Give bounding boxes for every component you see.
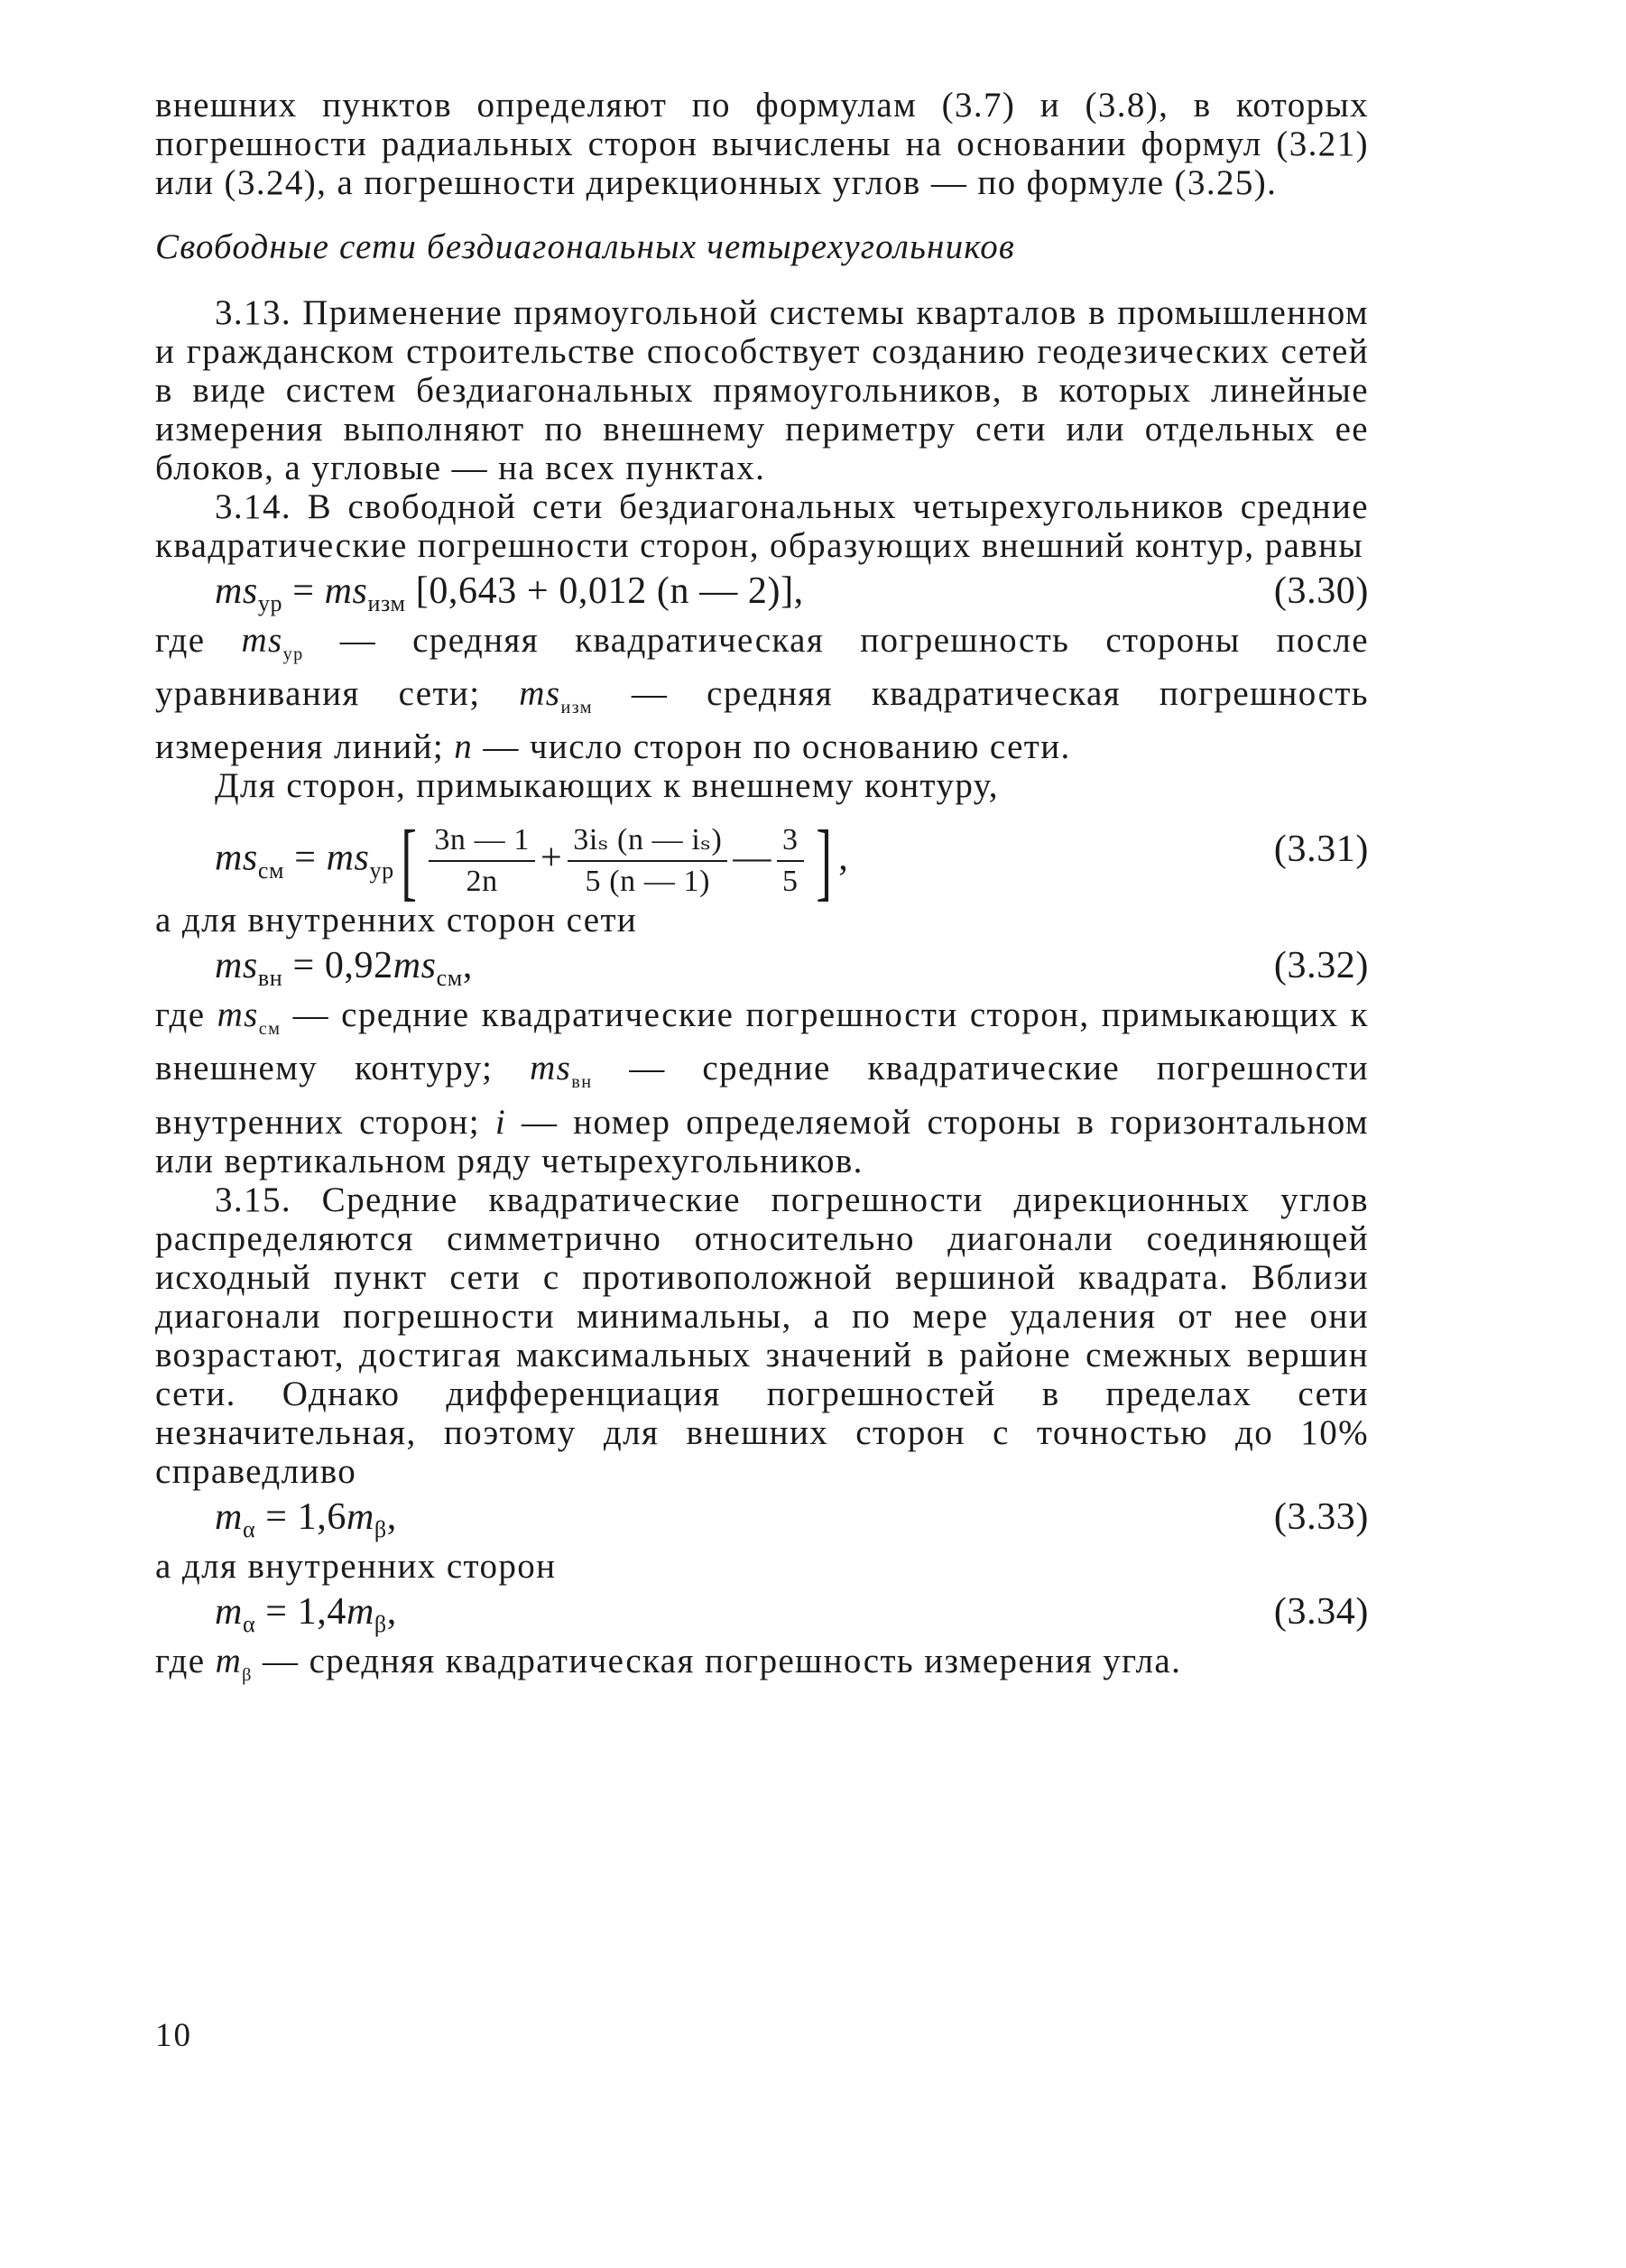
definition-3-30-part-4: — число сторон по основанию сети.: [483, 727, 1071, 767]
definition-3-32-sub-2: вн: [571, 1072, 593, 1093]
definition-3-34-where: где: [155, 1641, 206, 1680]
formula-3-30-number: (3.30): [1273, 570, 1369, 612]
formula-3-30-expression: $ms_{ур} = ms_{изм}$ [0,643 + 0,012 (n — 2)],: [215, 570, 804, 617]
fraction-3: [777, 820, 804, 902]
formula-3-33-expression: $m_\alpha = 1,6m_\beta$,: [215, 1495, 397, 1542]
formula-3-31: [155, 805, 1369, 910]
definition-3-30: где $ms_{ур}$ — средняя квадратическая погрешность стороны после уравнивания сети; $ms_{изм}$ — средняя квадратическая погрешность измерения линий; n — число сторон по основанию сети.: [155, 621, 1369, 767]
formula-3-34-rhs: = 1,4: [265, 1590, 346, 1633]
definition-3-32-part-3: — средние квадратические погрешности внутренних сторон;: [155, 1049, 1370, 1142]
formula-3-30-rhs-subscript: изм: [367, 590, 406, 617]
definition-3-34: где $m_\beta$ — средняя квадратическая погрешность измерения угла.: [155, 1641, 1182, 1685]
formula-3-32-lhs-subscript: вн: [257, 965, 283, 992]
definition-3-32-where: где: [155, 995, 206, 1035]
formula-3-31-rhs-subscript: ур: [369, 857, 394, 884]
lead-3-32: а для внутренних сторон сети: [155, 901, 638, 940]
formula-3-32-number: (3.32): [1273, 945, 1369, 987]
definition-3-32: где $ms_{см}$ — средние квадратические погрешности сторон, примыкающих к внешнему контуру; $ms_{вн}$ — средние квадратические погрешности внутренних сторон; i — номер определяемой стороны в горизонтальном или вертикальном ряду четырехугольников.: [155, 995, 1370, 1180]
page-number: 10: [155, 2017, 192, 2054]
definition-3-32-sub-1: см: [258, 1019, 282, 1040]
fraction-3-denominator: 5: [782, 865, 799, 899]
formula-3-32: [155, 940, 1369, 995]
fraction-2-numerator: 3iₛ (n — iₛ): [568, 820, 727, 862]
definition-3-30-sub-2: изм: [560, 698, 594, 718]
formula-3-32-rhs-subscript: см: [436, 965, 463, 992]
lead-3-31: Для сторон, примыкающих к внешнему контуру,: [215, 766, 999, 806]
definition-3-30-part-2: — средняя квадратическая погрешность стороны после уравнивания сети;: [155, 621, 1369, 714]
formula-3-34-expression: $m_\alpha = 1,4m_\beta$,: [215, 1590, 397, 1637]
formula-3-32-rhs: = 0,92: [292, 945, 393, 987]
formula-3-34-number: (3.34): [1273, 1590, 1369, 1633]
right-bracket: ]: [815, 812, 832, 910]
formula-3-32-expression: $ms_{вн} = 0,92ms_{см}$,: [215, 945, 473, 992]
formula-3-34: [155, 1586, 1369, 1642]
formula-3-33-number: (3.33): [1273, 1495, 1369, 1538]
definition-3-30-part-3: — средняя квадратическая погрешность измерения линий;: [155, 674, 1369, 767]
definition-3-32-part-4: — номер определяемой стороны в горизонтальном или вертикальном ряду четырехугольников.: [155, 1102, 1369, 1180]
definition-3-30-sub-1: ур: [282, 644, 304, 665]
definition-3-30-where: где: [155, 621, 206, 660]
fraction-1-numerator: 3n — 1: [429, 820, 535, 862]
paragraph-3-15: 3.15. Средние квадратические погрешности дирекционных углов распределяются симметрично относительно диагонали соединяющей исходный пункт сети с противоположной вершиной квадрата. Вблизи диагонали погрешности минимальны, а по мере удаления от нее они возрастают, достигая максимальных значений в районе смежных вершин сети. Однако дифференциация погрешностей в пределах сети незначительная, поэтому для внешних сторон с точностью до 10% справедливо: [155, 1180, 1369, 1491]
paragraph-3-14: 3.14. В свободной сети бездиагональных четырехугольников средние квадратические погрешности сторон, образующих внешний контур, равны: [155, 487, 1369, 565]
formula-3-30: [155, 565, 1369, 621]
fraction-2: [568, 820, 727, 902]
paragraph-3-13: 3.13. Применение прямоугольной системы кварталов в промышленном и гражданском строительстве способствует созданию геодезических сетей в виде систем бездиагональных прямоугольников, в которых линейные измерения выполняют по внешнему периметру сети или отдельных ее блоков, а угловые — на всех пунктах.: [155, 293, 1369, 487]
formula-3-33-rhs: = 1,6: [265, 1495, 346, 1538]
fraction-1: [429, 820, 535, 902]
text-column: [155, 86, 1369, 1695]
section-heading: Свободные сети бездиагональных четырехугольников: [155, 227, 1016, 266]
paragraph-continuation: внешних пунктов определяют по формулам (3.7) и (3.8), в которых погрешности радиальных сторон вычислены на основании формул (3.21) или (3.24), а погрешности дирекционных углов — по формуле (3.25).: [155, 86, 1369, 202]
formula-3-33: [155, 1491, 1369, 1547]
fraction-3-numerator: 3: [777, 820, 804, 862]
formula-3-31-expression: $ms_{см} = ms_{ур}$[ $\frac{3n — 1}{2n}$ + $\frac{\text{3iₛ (n — iₛ)}}{5 (n — 1)}$ — $\frac{3}{5}$ ] ,: [215, 812, 849, 910]
formula-3-30-lhs-subscript: ур: [257, 590, 283, 617]
fraction-2-denominator: 5 (n — 1): [585, 865, 711, 899]
formula-3-31-lhs-subscript: см: [257, 857, 285, 884]
definition-3-34-part-2: — средняя квадратическая погрешность измерения угла.: [263, 1641, 1182, 1680]
formula-3-30-rhs: [0,643 + 0,012 (n — 2)],: [415, 570, 804, 612]
fraction-1-denominator: 2n: [466, 865, 498, 899]
formula-3-31-number: (3.31): [1273, 829, 1369, 871]
left-bracket: [: [401, 812, 417, 910]
lead-3-34: а для внутренних сторон: [155, 1546, 557, 1586]
definition-3-32-part-2: — средние квадратические погрешности сторон, примыкающих к внешнему контуру;: [155, 995, 1370, 1088]
